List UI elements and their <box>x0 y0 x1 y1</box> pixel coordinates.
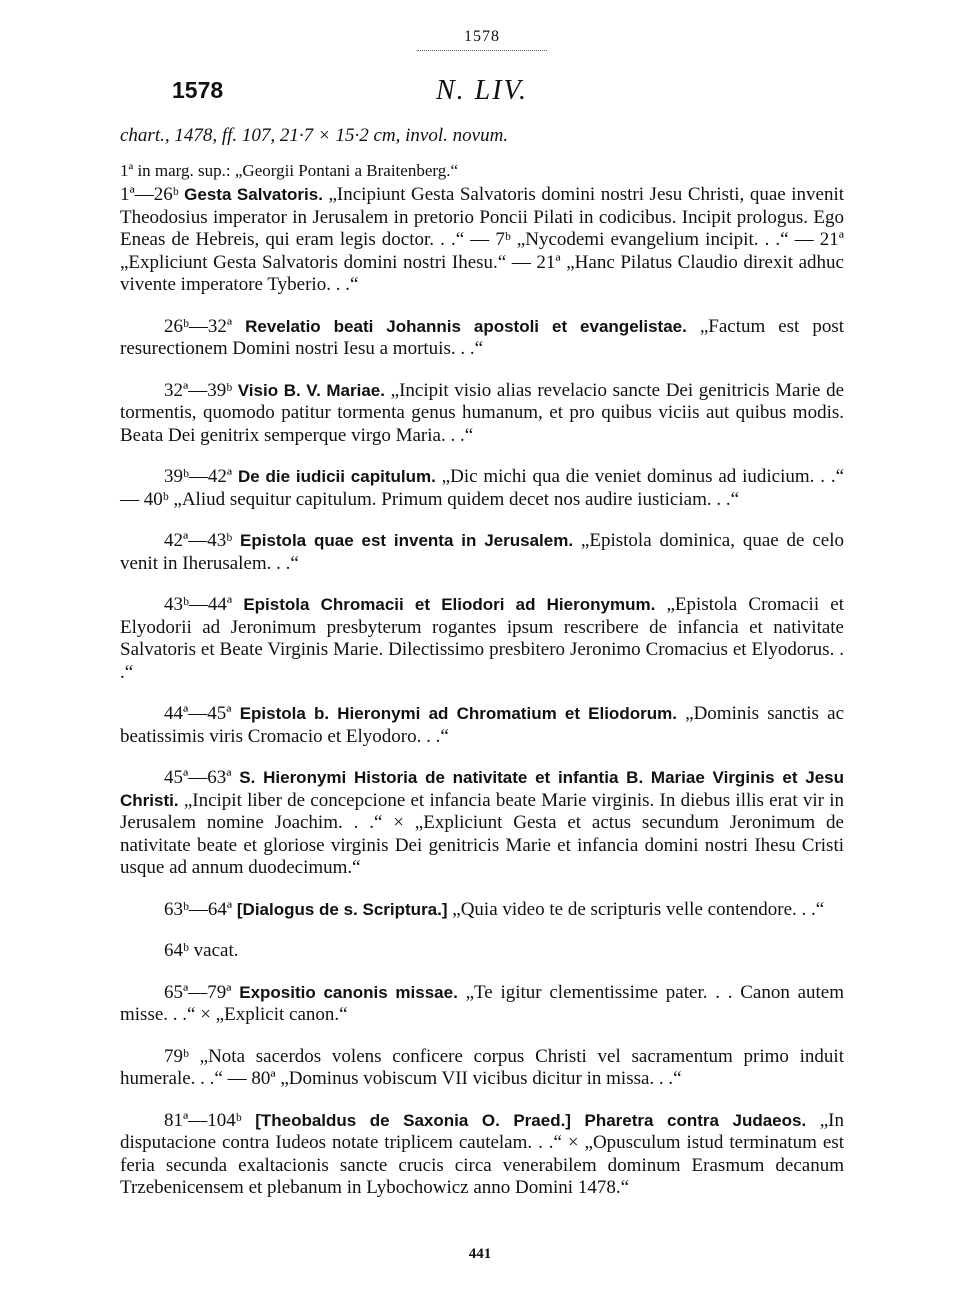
entries-list <box>120 184 844 1200</box>
entry-text: „Epistola Cromacii et Elyodorii ad Jeronimum presbyterum rogantes ipsum rescribere de infancia et nativitate Salvatoris et Beate Virginis Marie. Dilectissimo presbitero Jeronimo Cromacius et Elyodorus. . .“ <box>120 594 845 683</box>
entry-text: „Quia video te de scripturis velle contendore. . .“ <box>452 898 825 920</box>
entry-text: „Incipit liber de concepcione et infancia beate Marie virginis. In diebus illis erat vir in Jerusalem nomine Joachim. . .“ × „Expliciunt Gesta et actus secundum Jeronimum de nativitate beate et gloriose virginis Dei genitricis Marie et infancia domini nostri Ihesu Cristi usque ad annum duodecimum.“ <box>120 789 844 878</box>
list-item <box>120 530 844 575</box>
entry-text: „Te igitur clementissime pater. . . Canon autem misse. . .“ × „Explicit canon.“ <box>120 981 844 1025</box>
entry-text: „Incipiunt Gesta Salvatoris domini nostri Jesu Christi, quae invenit Theodosius imperator in Jerusalem in pretorio Poncii Pilati in codicibus. Incipit prologus. Ego Eneas de Hebreis, qui eram legis doctor. . .“ — 7ᵇ „Nycodemi evangelium incipit. . .“ — 21ª „Expliciunt Gesta Salvatoris domini nostri Ihesu.“ — 21ª „Hanc Pilatus Claudio direxit adhuc vivente imperatore Tyberio. . .“ <box>120 184 845 295</box>
entry-text: „Epistola dominica, quae de celo venit in Iherusalem. . .“ <box>120 530 844 574</box>
entry-folio: 65ª—79ª <box>164 981 232 1003</box>
entry-title: Gesta Salvatoris. <box>184 185 323 204</box>
entry-title: [Theobaldus de Saxonia O. Praed.] Pharetra contra Judaeos. <box>255 1110 807 1130</box>
page-number: 441 <box>468 1246 492 1262</box>
list-item <box>120 184 844 297</box>
entry-text: „Incipit visio alias revelacio sancte Dei genitricis Marie de tormentis, quomodo patitur tormenta genus humanum, et pro quibus viciis aut quibus modis. Beata Dei genitrix semperque virgo Maria. . .“ <box>120 379 845 446</box>
entry-title: Epistola b. Hieronymi ad Chromatium et Eliodorum. <box>239 704 677 723</box>
entry-text: vacat. <box>193 940 239 961</box>
page <box>120 28 844 1219</box>
list-item <box>120 316 844 361</box>
entry-title: Epistola Chromacii et Eliodori ad Hieronymum. <box>243 595 656 614</box>
entry-folio: 79ᵇ <box>164 1045 189 1067</box>
entry-folio: 43ᵇ—44ª <box>164 594 233 615</box>
running-head: 1578 <box>464 28 500 45</box>
list-item <box>120 940 844 963</box>
list-item <box>120 703 844 748</box>
entry-title: Visio B. V. Mariae. <box>237 380 385 400</box>
entry-text: „Dominis sanctis ac beatissimis viris Cromacio et Elyodoro. . .“ <box>120 703 845 747</box>
signature: N. LIV. <box>435 75 529 106</box>
entry-title: [Dialogus de s. Scriptura.] <box>236 899 448 919</box>
list-item <box>120 1046 844 1091</box>
title-row <box>120 77 844 121</box>
entry-folio: 63ᵇ—64ª <box>164 898 233 920</box>
entry-title: S. Hieronymi Historia de nativitate et infantia B. Mariae Virginis et Jesu Christi. <box>120 768 844 810</box>
header-rule <box>417 50 547 51</box>
entry-title: De die iudicii capitulum. <box>237 467 436 486</box>
entry-folio: 45ª—63ª <box>164 767 232 788</box>
entry-folio: 81ª—104ᵇ <box>164 1109 242 1131</box>
entry-text: „Dic michi qua die veniet dominus ad iudicium. . .“ — 40ᵇ „Aliud sequitur capitulum. Primum quidem decet nos audire iusticiam. . .“ <box>120 466 845 510</box>
physical-description: chart., 1478, ff. 107, 21·7 × 15·2 cm, invol. novum. <box>120 125 509 146</box>
manuscript-number: 1578 <box>172 77 224 103</box>
entry-folio: 42ª—43ᵇ <box>164 530 233 551</box>
entry-folio: 26ᵇ—32ª <box>164 315 233 337</box>
entry-folio: 64ᵇ <box>164 940 189 961</box>
entry-title: Expositio canonis missae. <box>239 982 458 1002</box>
list-item <box>120 982 844 1027</box>
list-item <box>120 594 844 684</box>
entry-text: „Factum est post resurectionem Domini nostri Iesu a mortuis. . .“ <box>120 315 844 359</box>
entry-folio: 32ª—39ᵇ <box>164 379 233 401</box>
list-item <box>120 1110 844 1200</box>
entry-title: Revelatio beati Johannis apostoli et evangelistae. <box>245 316 687 336</box>
entry-text: „In disputacione contra Iudeos notate triplicem cautelam. . .“ × „Opusculum istud terminatum est feria secunda exaltacionis sancte crucis circa venerabilem dominum Erasmum decanum Trzebenicensem et plebanum in Lybochowicz anno Domini 1478.“ <box>120 1109 845 1198</box>
entry-text: „Nota sacerdos volens conficere corpus Christi vel sacramentum primo induit humerale. . .“ — 80ª „Dominus vobiscum VII vicibus dicitur in missa. . .“ <box>120 1045 844 1089</box>
entry-title: Epistola quae est inventa in Jerusalem. <box>240 531 574 550</box>
list-item <box>120 380 844 448</box>
list-item <box>120 466 844 511</box>
list-item <box>120 899 844 922</box>
entry-folio: 39ᵇ—42ª <box>164 466 233 487</box>
entry-folio: 1ª—26ᵇ <box>120 184 179 205</box>
entry-folio: 44ª—45ª <box>164 703 232 724</box>
margin-note: 1ª in marg. sup.: „Georgii Pontani a Braitenberg.“ <box>120 161 459 180</box>
list-item <box>120 767 844 880</box>
